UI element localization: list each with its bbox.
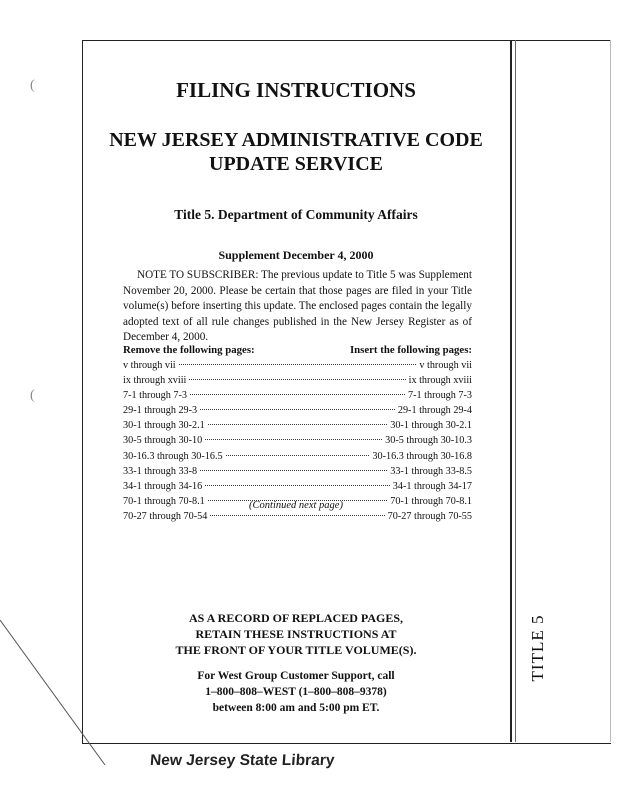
support-contact: For West Group Customer Support, call 1–800–808–WEST (1–800–808–9378) between 8:00 am and 5:00 pm ET.	[197, 670, 395, 714]
table-row: 34-1 through 34-16 34-1 through 34-17	[123, 480, 472, 492]
page-title: FILING INSTRUCTIONS	[176, 78, 416, 102]
record-notice: AS A RECORD OF REPLACED PAGES, RETAIN THESE INSTRUCTIONS AT THE FRONT OF YOUR TITLE VOLUME(S).	[175, 611, 417, 657]
tab-divider-inner	[515, 40, 516, 742]
table-row: v through vii v through vii	[123, 360, 472, 371]
supplement-date: Supplement December 4, 2000	[218, 248, 374, 262]
table-row: 33-1 through 33-8 33-1 through 33-8.5	[123, 465, 472, 477]
margin-line	[610, 40, 611, 742]
table-row: 29-1 through 29-3 29-1 through 29-4	[123, 405, 472, 417]
scan-mark: (	[30, 388, 35, 403]
code-title: NEW JERSEY ADMINISTRATIVE CODE UPDATE SERVICE	[109, 129, 483, 175]
library-stamp: New Jersey State Library	[149, 752, 336, 769]
continued-note: (Continued next page)	[249, 500, 343, 511]
table-row: 70-1 through 70-8.1 70-1 through 70-8.1	[123, 495, 472, 507]
table-row: 70-27 through 70-54 70-27 through 70-55	[123, 510, 472, 522]
table-row: 30-16.3 through 30-16.5 30-16.3 through 30-16.8	[123, 450, 472, 462]
subscriber-note: NOTE TO SUBSCRIBER: The previous update to Title 5 was Supplement November 20, 2000. Please be certain that those pages are filed in your Title volume(s) before inserting this update. The enclosed pages contain the legally adopted text of all rule changes published in the New Jersey Register as of December 4, 2000.	[123, 269, 473, 343]
tab-divider	[510, 40, 512, 742]
insert-header: Insert the following pages:	[349, 344, 472, 356]
scan-artifact-line	[0, 620, 120, 770]
title-tab-label: TITLE 5	[528, 614, 547, 682]
table-row: 30-5 through 30-10 30-5 through 30-10.3	[123, 435, 472, 447]
table-row: 7-1 through 7-3 7-1 through 7-3	[123, 390, 472, 402]
scan-mark: (	[30, 78, 35, 93]
table-header	[123, 344, 472, 356]
remove-header: Remove the following pages:	[123, 344, 255, 356]
table-row: 30-1 through 30-2.1 30-1 through 30-2.1	[123, 420, 472, 432]
table-row: ix through xviii ix through xviii	[123, 375, 472, 387]
title-heading: Title 5. Department of Community Affairs	[174, 207, 418, 222]
